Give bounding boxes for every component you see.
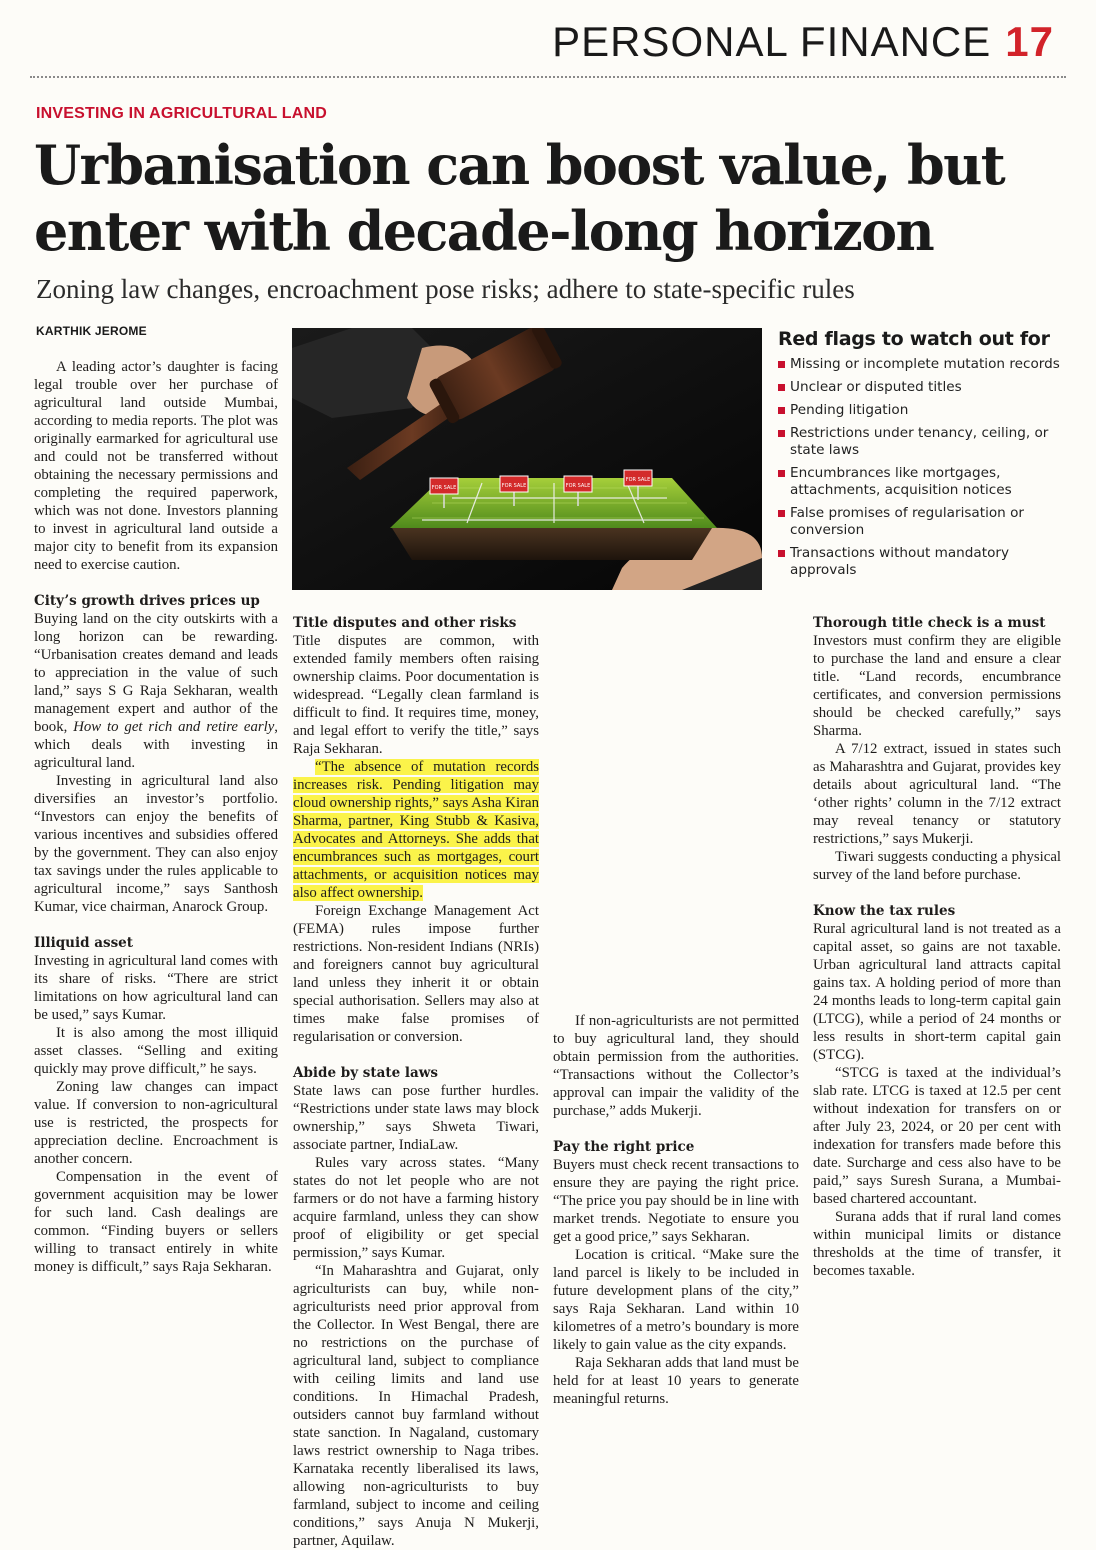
section-name: PERSONAL FINANCE (552, 18, 992, 65)
red-flags-list (778, 356, 1060, 579)
section-header (552, 18, 1054, 66)
kicker: INVESTING IN AGRICULTURAL LAND (36, 105, 328, 122)
body-paragraph: Buyers must check recent transactions to ensure they are paying the right price. “The price you pay should be in line with market trends. Negotiate to ensure you get a good price,” says Sekharan. (553, 1157, 799, 1245)
body-paragraph: Rules vary across states. “Many states do not let people who are not farmers or do not have a farming history acquire farmland, unless they can show proof of eligibility or get special permission,” says Kumar. (293, 1155, 539, 1261)
list-item (778, 545, 1060, 579)
body-paragraph: Tiwari suggests conducting a physical survey of the land before purchase. (813, 849, 1061, 883)
body-paragraph: Foreign Exchange Management Act (FEMA) rules impose further restrictions. Non-resident Indians (NRIs) and foreigners cannot buy agricultural land unless they inherit it or obtain special authorisation. Sellers may also at times make false promises of regularisation or conversion. (293, 903, 539, 1045)
body-paragraph: State laws can pose further hurdles. “Restrictions under state laws may block ownership,” says Shweta Tiwari, associate partner, IndiaLaw. (293, 1083, 539, 1153)
square-bullet-icon (778, 550, 785, 557)
body-paragraph: Investing in agricultural land comes with its share of risks. “There are strict limitations on how agricultural land can be used,” says Kumar. (34, 953, 278, 1023)
list-item (778, 425, 1060, 459)
body-paragraph: Title disputes are common, with extended family members often raising ownership claims. Poor documentation is widespread. “Legally clean farmland is difficult to find. It requires time, money, and legal effort to verify the title,” says Raja Sekharan. (293, 633, 539, 757)
subhead-title-check: Thorough title check is a must (813, 615, 1046, 631)
gavel-on-grass-illustration (292, 328, 762, 590)
body-paragraph: Investors must confirm they are eligible to purchase the land and ensure a clear title. “Land records, encumbrance certificates, and conversion permissions should be checked carefully,” says Sharma. (813, 633, 1061, 739)
article-column-4 (813, 614, 1061, 1280)
byline: KARTHIK JEROME (36, 324, 147, 338)
page-number: 17 (1005, 18, 1054, 65)
article-photo (292, 328, 762, 590)
highlight-text: “The absence of mutation records increases risk. Pending litigation may cloud ownership rights,” says Asha Kiran Sharma, partner, King Stubb & Kasiva, Advocates and Attorneys. She adds that encumbrances such as mortgages, court attachments, or acquisition notices may also affect ownership. (293, 759, 539, 901)
subhead-right-price: Pay the right price (553, 1139, 695, 1155)
body-paragraph (34, 610, 278, 772)
list-item (778, 505, 1060, 539)
list-item-text: Pending litigation (790, 402, 909, 418)
deck: Zoning law changes, encroachment pose risks; adhere to state-specific rules (36, 274, 855, 304)
body-paragraph: A 7/12 extract, issued in states such as Maharashtra and Gujarat, provides key details about agricultural land. “The ‘other rights’ column in the 7/12 extract may reveal tenancy or statutory restrictions,” says Mukerji. (813, 741, 1061, 847)
headline: Urbanisation can boost value, but enter with decade-long horizon (34, 133, 1005, 263)
body-text: Buying land on the city outskirts with a long horizon can be rewarding. “Urbanisation creates demand and leads to appreciation in the value of such land,” says S G Raja Sekharan, wealth management expert and author of the book, (34, 611, 278, 735)
list-item-text: Transactions without mandatory approvals (790, 545, 1010, 578)
subhead-state-laws: Abide by state laws (293, 1065, 438, 1081)
list-item-text: Missing or incomplete mutation records (790, 356, 1060, 372)
subhead-title-disputes: Title disputes and other risks (293, 615, 517, 631)
body-paragraph: Location is critical. “Make sure the land parcel is likely to be included in future development plans of the city,” says Raja Sekharan. Land within 10 kilometres of a metro’s boundary is more likely to gain value as the city expands. (553, 1247, 799, 1353)
body-paragraph: Rural agricultural land is not treated as a capital asset, so gains are not taxable. Urban agricultural land attracts capital gains tax. A holding period of more than 24 months leads to long-term capital gain (LTCG), while a period of 24 months or less results in short-term capital gain (STCG). (813, 921, 1061, 1063)
list-item (778, 379, 1060, 396)
red-flags-title: Red flags to watch out for (778, 328, 1050, 350)
subhead-tax-rules: Know the tax rules (813, 903, 956, 919)
body-paragraph: Investing in agricultural land also diversifies an investor’s portfolio. “Investors can enjoy the benefits of various incentives and subsidies offered by the government. They can also enjoy tax savings under the rules applicable to agricultural income,” says Santhosh Kumar, vice chairman, Anarock Group. (34, 773, 278, 915)
highlighted-quote (293, 758, 539, 902)
square-bullet-icon (778, 430, 785, 437)
square-bullet-icon (778, 361, 785, 368)
sign-label: FOR SALE (565, 483, 591, 489)
list-item (778, 402, 1060, 419)
square-bullet-icon (778, 407, 785, 414)
square-bullet-icon (778, 470, 785, 477)
subhead-city-growth: City’s growth drives prices up (34, 593, 260, 609)
book-title: How to get rich and retire early (73, 719, 275, 735)
body-paragraph: Compensation in the event of government acquisition may be lower for such land. Cash dealings are common. “Finding buyers or sellers willing to transact entirely in white money is difficult,” says Raja Sekharan. (34, 1169, 278, 1275)
body-paragraph: It is also among the most illiquid asset classes. “Selling and exiting quickly may prove difficult,” he says. (34, 1025, 278, 1077)
header-divider (30, 76, 1066, 78)
list-item-text: Encumbrances like mortgages, attachments, acquisition notices (790, 465, 1012, 498)
article-column-2 (293, 614, 539, 1550)
sign-label: FOR SALE (501, 483, 527, 489)
square-bullet-icon (778, 384, 785, 391)
sign-label: FOR SALE (625, 477, 651, 483)
body-paragraph: “In Maharashtra and Gujarat, only agriculturists can buy, while non-agriculturists need prior approval from the Collector. In West Bengal, there are no restrictions on the purchase of agricultural land, subject to compliance with ceiling limits and land use conditions. In Himachal Pradesh, outsiders cannot buy farmland without state sanction. In Nagaland, customary laws restrict ownership to Naga tribes. Karnataka recently liberalised its laws, allowing non-agriculturists to buy farmland, subject to income and ceiling conditions,” says Anuja N Mukerji, partner, Aquilaw. (293, 1263, 539, 1549)
article-column-1 (34, 358, 278, 1276)
list-item-text: False promises of regularisation or conversion (790, 505, 1025, 538)
body-paragraph: Surana adds that if rural land comes within municipal limits or distance thresholds at the time of transfer, it becomes taxable. (813, 1209, 1061, 1279)
list-item-text: Restrictions under tenancy, ceiling, or state laws (790, 425, 1049, 458)
square-bullet-icon (778, 510, 785, 517)
body-paragraph: If non-agriculturists are not permitted to buy agricultural land, they should obtain permission from the authorities. “Transactions without the Collector’s approval can impair the validity of the purchase,” adds Mukerji. (553, 1013, 799, 1119)
body-paragraph: “STCG is taxed at the individual’s slab rate. LTCG is taxed at 12.5 per cent without indexation for transfers on or after July 23, 2024, or 20 per cent with indexation for transfers made before this date. Surcharge and cess also have to be paid,” says Suresh Surana, a Mumbai-based chartered accountant. (813, 1065, 1061, 1207)
list-item (778, 356, 1060, 373)
body-paragraph: Zoning law changes can impact value. If conversion to non-agricultural use is restricted, the prospects for appreciation decline. Encroachment is another concern. (34, 1079, 278, 1167)
body-paragraph: Raja Sekharan adds that land must be held for at least 10 years to generate meaningful returns. (553, 1355, 799, 1407)
body-text: , which deals with investing in agricultural land. (34, 719, 278, 771)
list-item (778, 465, 1060, 499)
red-flags-box (778, 328, 1060, 585)
intro-paragraph: A leading actor’s daughter is facing legal trouble over her purchase of agricultural land outside Mumbai, according to media reports. The plot was originally earmarked for agricultural use and could not be transferred without obtaining the necessary permissions and completing the required paperwork, which was not done. Investors planning to invest in agricultural land outside a major city to benefit from its expansion need to exercise caution. (34, 359, 278, 573)
list-item-text: Unclear or disputed titles (790, 379, 962, 395)
subhead-illiquid-asset: Illiquid asset (34, 935, 133, 951)
sign-label: FOR SALE (431, 485, 457, 491)
article-column-3 (553, 1012, 799, 1408)
